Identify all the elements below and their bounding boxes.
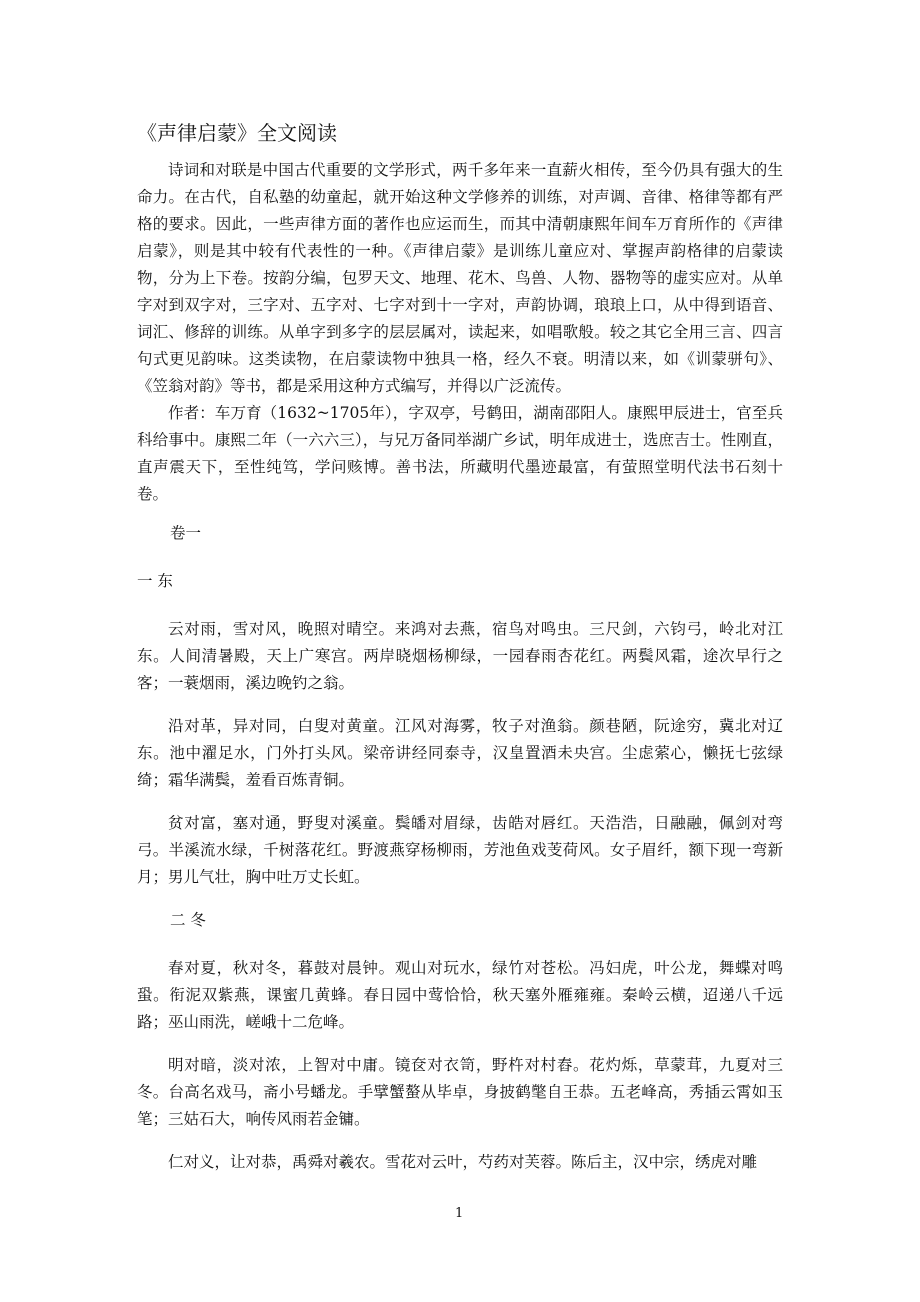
section-heading-dong: 一 东 bbox=[137, 572, 173, 590]
page-number: 1 bbox=[455, 1206, 464, 1221]
section-heading-dong2: 二 冬 bbox=[170, 911, 206, 929]
section-dong2-paragraph-2: 明对暗，淡对浓，上智对中庸。镜奁对衣笥，野杵对村舂。花灼烁，草蒙茸，九夏对三冬。台高名戏马，斋小号蟠龙。手擘蟹螯从毕卓，身披鹤氅自王恭。五老峰高，秀插云霄如玉笔；三姑石大，响传风雨若金镛。 bbox=[137, 1056, 783, 1128]
document-title: 《声律启蒙》全文阅读 bbox=[137, 121, 337, 145]
section-dong-paragraph-2: 沿对革，异对同，白叟对黄童。江风对海雾，牧子对渔翁。颜巷陋，阮途穷，冀北对辽东。池中濯足水，门外打头风。梁帝讲经同泰寺，汉皇置酒未央宫。尘虑萦心，懒抚七弦绿绮；霜华满鬓，羞看百炼青铜。 bbox=[137, 717, 783, 789]
section-dong-paragraph-3: 贫对富，塞对通，野叟对溪童。鬓皤对眉绿，齿皓对唇红。天浩浩，日融融，佩剑对弯弓。半溪流水绿，千树落花红。野渡燕穿杨柳雨，芳池鱼戏芰荷风。女子眉纤，额下现一弯新月；男儿气壮，胸中吐万丈长虹。 bbox=[137, 814, 783, 886]
author-paragraph: 作者：车万育（1632~1705年），字双亭，号鹤田，湖南邵阳人。康熙甲辰进士，官至兵科给事中。康熙二年（一六六三），与兄万备同举湖广乡试，明年成进士，选庶吉士。性刚直，直声震天下，至性纯笃，学问赅博。善书法，所藏明代墨迹最富，有萤照堂明代法书石刻十卷。 bbox=[137, 404, 783, 503]
intro-paragraph: 诗词和对联是中国古代重要的文学形式，两千多年来一直薪火相传，至今仍具有强大的生命力。在古代，自私塾的幼童起，就开始这种文学修养的训练，对声调、音律、格律等都有严格的要求。因此，一些声律方面的著作也应运而生，而其中清朝康熙年间车万育所作的《声律启蒙》，则是其中较有代表性的一种。《声律启蒙》是训练儿童应对、掌握声韵格律的启蒙读物，分为上下卷。按韵分编，包罗天文、地理、花木、鸟兽、人物、器物等的虚实应对。从单字对到双字对，三字对、五字对、七字对到十一字对，声韵协调，琅琅上口，从中得到语音、词汇、修辞的训练。从单字到多字的层层属对，读起来，如唱歌般。较之其它全用三言、四言句式更见韵味。这类读物，在启蒙读物中独具一格，经久不衰。明清以来，如《训蒙骈句》、《笠翁对韵》等书，都是采用这种方式编写，并得以广泛流传。 bbox=[137, 161, 783, 395]
volume-heading: 卷一 bbox=[170, 524, 202, 542]
section-dong2-paragraph-1: 春对夏，秋对冬，暮鼓对晨钟。观山对玩水，绿竹对苍松。冯妇虎，叶公龙，舞蝶对鸣蛩。衔泥双紫燕，课蜜几黄蜂。春日园中莺恰恰，秋天塞外雁雍雍。秦岭云横，迢递八千远路；巫山雨洗，嵯峨十二危峰。 bbox=[137, 959, 783, 1031]
section-dong2-paragraph-3: 仁对义，让对恭，禹舜对羲农。雪花对云叶，芍药对芙蓉。陈后主，汉中宗，绣虎对雕 bbox=[168, 1153, 758, 1171]
section-dong-paragraph-1: 云对雨，雪对风，晚照对晴空。来鸿对去燕，宿鸟对鸣虫。三尺剑，六钧弓，岭北对江东。人间清暑殿，天上广寒宫。两岸晓烟杨柳绿，一园春雨杏花红。两鬓风霜，途次早行之客；一蓑烟雨，溪边晚钓之翁。 bbox=[137, 620, 783, 692]
